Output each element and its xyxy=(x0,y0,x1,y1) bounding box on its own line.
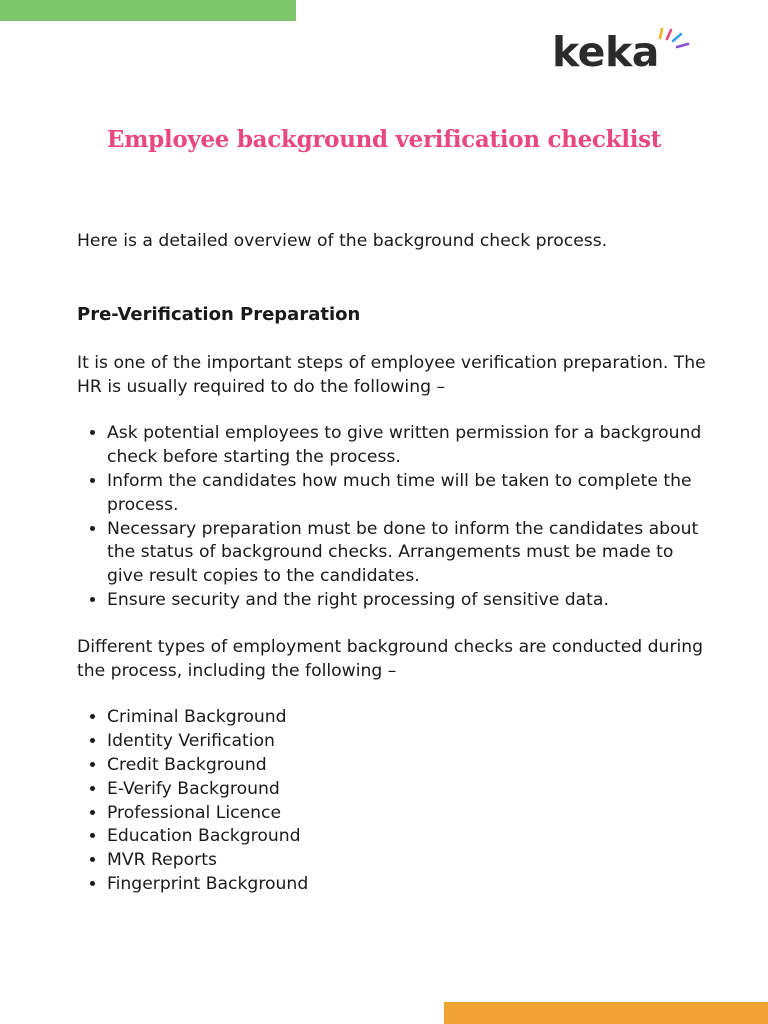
list-item: • Education Background xyxy=(107,825,707,849)
logo-rays-icon xyxy=(654,26,694,56)
intro-text: Here is a detailed overview of the background check process. xyxy=(77,231,608,251)
list-item: • Credit Background xyxy=(107,754,707,778)
list-item: • Inform the candidates how much time will be taken to complete the process. xyxy=(107,470,707,518)
keka-logo xyxy=(552,26,694,78)
list-item: • Fingerprint Background xyxy=(107,873,707,897)
list-item: • Identity Verification xyxy=(107,730,707,754)
document-body xyxy=(77,230,707,897)
list-item: • Ensure security and the right processing of sensitive data. xyxy=(107,589,707,613)
logo-wordmark: keka xyxy=(552,28,659,76)
list-item: • Professional Licence xyxy=(107,802,707,826)
paragraph-check-types: Different types of employment background checks are conducted during the process, including the following – xyxy=(77,636,704,681)
list-item: • Ask potential employees to give written permission for a background check before starting the process. xyxy=(107,422,707,470)
check-types-list xyxy=(77,706,707,896)
list-item: • MVR Reports xyxy=(107,849,707,873)
bottom-accent-bar xyxy=(444,1002,768,1024)
list-item: • Necessary preparation must be done to inform the candidates about the status of background checks. Arrangements must be made to give result copies to the candidates. xyxy=(107,518,707,589)
paragraph-hr-steps: It is one of the important steps of employee verification preparation. The HR is usually required to do the following – xyxy=(77,352,706,397)
top-accent-bar xyxy=(0,0,296,21)
page-title: Employee background verification checklist xyxy=(106,126,662,153)
list-item: • E-Verify Background xyxy=(107,778,707,802)
section-heading: Pre-Verification Preparation xyxy=(77,303,361,325)
list-item: • Criminal Background xyxy=(107,706,707,730)
hr-steps-list xyxy=(77,422,707,612)
